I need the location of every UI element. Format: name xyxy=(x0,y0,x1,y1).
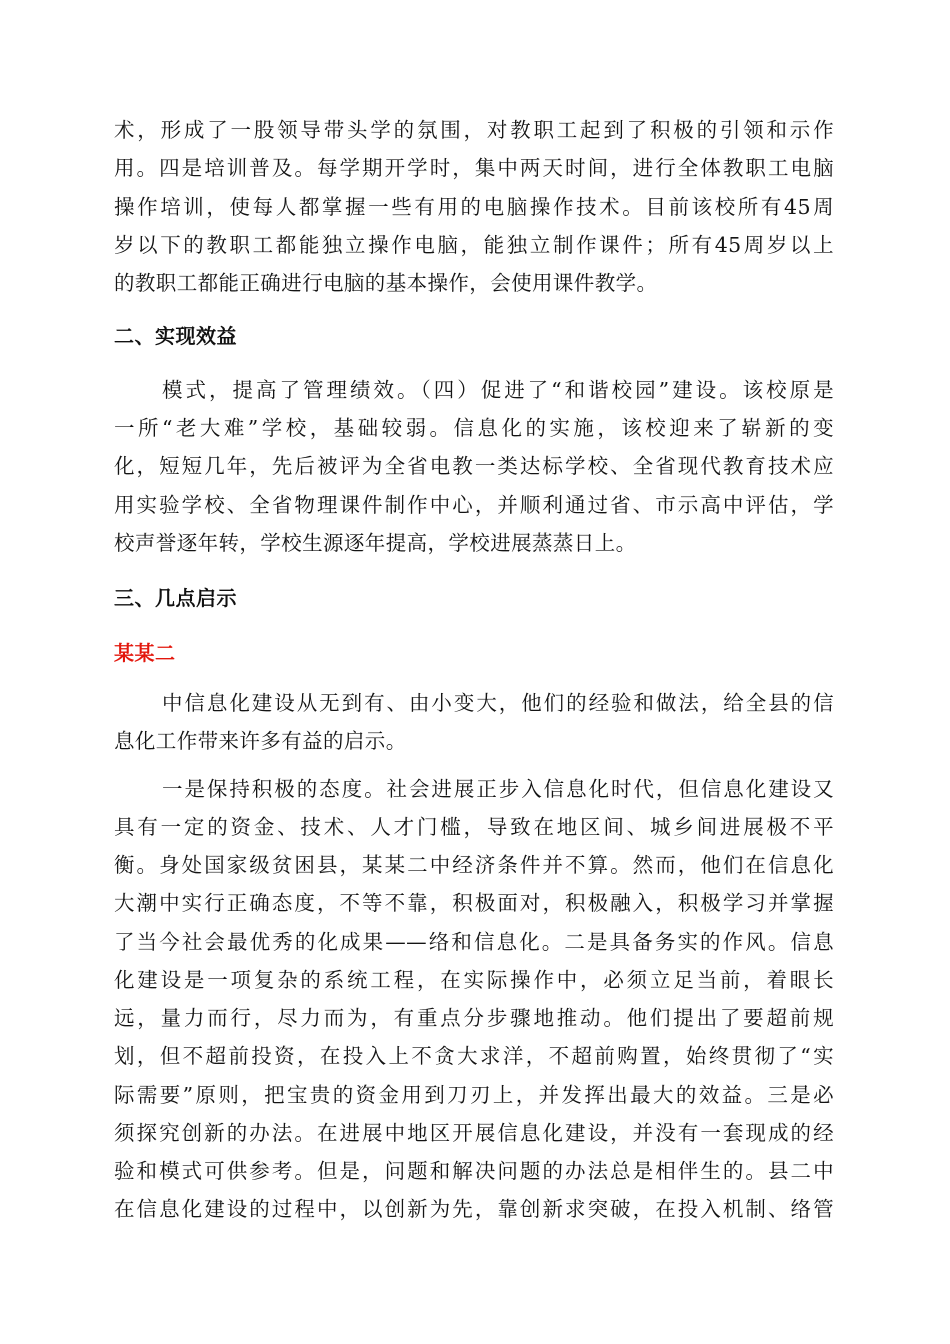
paragraph-4-line-1: 一是保持积极的态度。社会进展正步入信息化时代，但信息化建设又 xyxy=(162,777,834,801)
paragraph-2-line-5: 校声誉逐年转，学校生源逐年提高，学校进展蒸蒸日上。 xyxy=(114,531,637,555)
paragraph-1-line-2: 用。四是培训普及。每学期开学时，集中两天时间，进行全体教职工电脑 xyxy=(114,156,834,180)
paragraph-4-line-8: 划，但不超前投资，在投入上不贪大求洋，不超前购置，始终贯彻了“实 xyxy=(114,1044,834,1068)
paragraph-4-line-3: 衡。身处国家级贫困县，某某二中经济条件并不算。然而，他们在信息化 xyxy=(114,853,834,877)
section-heading-insights: 三、几点启示 xyxy=(114,586,237,610)
paragraph-4-line-12: 在信息化建设的过程中，以创新为先，靠创新求突破，在投入机制、络管 xyxy=(114,1197,834,1221)
paragraph-4-line-6: 化建设是一项复杂的系统工程，在实际操作中，必须立足当前，着眼长 xyxy=(114,968,834,992)
paragraph-4-line-7: 远，量力而行，尽力而为，有重点分步骤地推动。他们提出了要超前规 xyxy=(114,1006,834,1030)
paragraph-2-line-1: 模式，提高了管理绩效。（四）促进了“和谐校园”建设。该校原是 xyxy=(162,378,834,402)
paragraph-1-line-4: 岁以下的教职工都能独立操作电脑，能独立制作课件；所有45周岁以上 xyxy=(114,233,834,257)
paragraph-4-line-11: 验和模式可供参考。但是，问题和解决问题的办法总是相伴生的。县二中 xyxy=(114,1159,834,1183)
paragraph-2-line-4: 用实验学校、全省物理课件制作中心，并顺利通过省、市示高中评估，学 xyxy=(114,493,834,517)
paragraph-4-line-5: 了当今社会最优秀的化成果——络和信息化。二是具备务实的作风。信息 xyxy=(114,930,834,954)
paragraph-1-line-1: 术，形成了一股领导带头学的氛围，对教职工起到了积极的引领和示作 xyxy=(114,118,834,142)
paragraph-4-line-2: 具有一定的资金、技术、人才门槛，导致在地区间、城乡间进展极不平 xyxy=(114,815,834,839)
paragraph-2-line-2: 一所“老大难”学校，基础较弱。信息化的实施，该校迎来了崭新的变 xyxy=(114,416,834,440)
paragraph-3-line-2: 息化工作带来许多有益的启示。 xyxy=(114,729,407,753)
paragraph-4-line-4: 大潮中实行正确态度，不等不靠，积极面对，积极融入，积极学习并掌握 xyxy=(114,891,834,915)
paragraph-4-line-9: 际需要”原则，把宝贵的资金用到刀刃上，并发挥出最大的效益。三是必 xyxy=(114,1083,834,1107)
paragraph-4-line-10: 须探究创新的办法。在进展中地区开展信息化建设，并没有一套现成的经 xyxy=(114,1121,834,1145)
paragraph-1-line-3: 操作培训，使每人都掌握一些有用的电脑操作技术。目前该校所有45周 xyxy=(114,195,834,219)
paragraph-3-line-1: 中信息化建设从无到有、由小变大，他们的经验和做法，给全县的信 xyxy=(162,691,834,715)
paragraph-2-line-3: 化，短短几年，先后被评为全省电教一类达标学校、全省现代教育技术应 xyxy=(114,454,834,478)
red-subheading: 某某二 xyxy=(114,641,176,665)
section-heading-benefits: 二、实现效益 xyxy=(114,324,237,348)
paragraph-1-line-5: 的教职工都能正确进行电脑的基本操作，会使用课件教学。 xyxy=(114,271,658,295)
